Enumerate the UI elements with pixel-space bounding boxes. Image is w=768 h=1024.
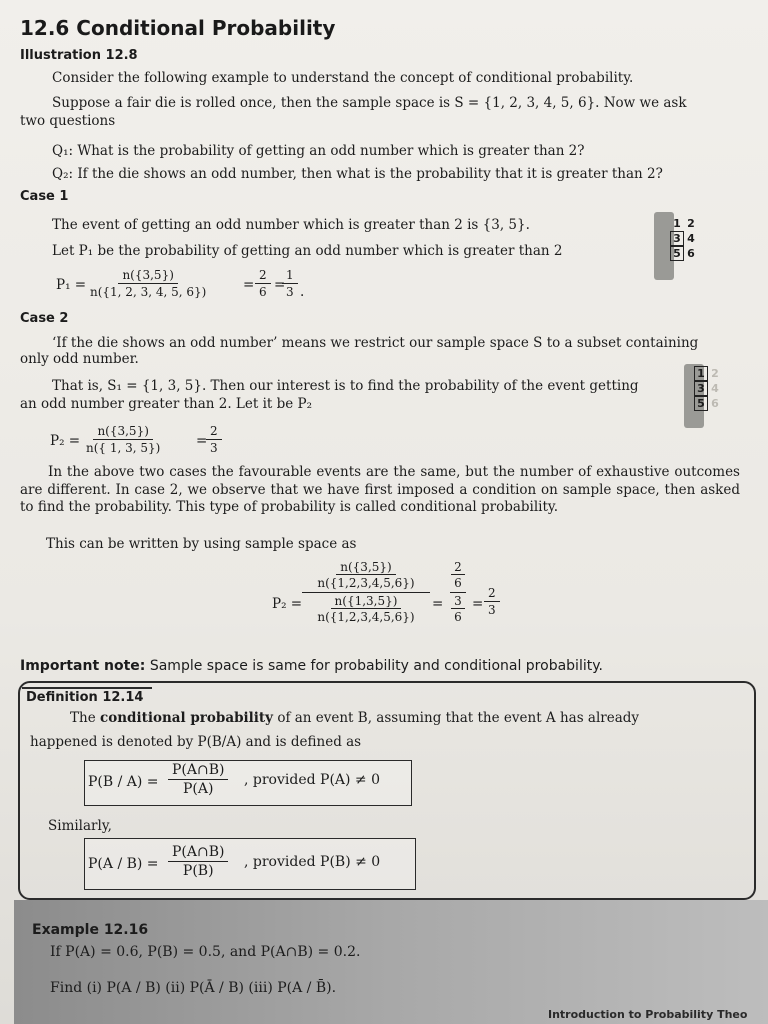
formula-1-lhs: P(B / A) =	[88, 774, 159, 790]
die-2-face: 4	[711, 382, 719, 395]
case-1-fraction-3-num: 1	[282, 268, 298, 284]
case-2-fraction-2-den: 3	[210, 441, 218, 455]
formula-1-den: P(A)	[183, 781, 214, 797]
die-2-face: 3	[694, 381, 708, 396]
case-2-line-2: only odd number.	[20, 351, 139, 367]
definition-text-a: The	[70, 710, 96, 726]
sample-space-result-num: 2	[484, 586, 500, 602]
sample-space-d2: n({1,2,3,4,5,6})	[317, 610, 415, 624]
running-head: Introduction to Probability Theo	[548, 1008, 748, 1021]
formula-1-condition: , provided P(A) ≠ 0	[244, 772, 381, 788]
die-1-face: 1	[673, 217, 681, 230]
sample-space-result	[484, 586, 500, 617]
case-1-lhs: P₁ =	[56, 277, 87, 293]
case-2-line-3: That is, S₁ = {1, 3, 5}. Then our interest is to find the probability of the event getting	[52, 378, 639, 394]
example-line-1: If P(A) = 0.6, P(B) = 0.5, and P(A∩B) = 0.2.	[50, 944, 361, 960]
case-2-fraction-2	[206, 424, 222, 455]
sample-space-result-den: 3	[488, 603, 496, 617]
formula-2-condition: , provided P(B) ≠ 0	[244, 854, 381, 870]
example-line-2: Find (i) P(A / B) (ii) P(Ā / B) (iii) P(A / B̄).	[50, 980, 337, 996]
definition-term: conditional probability	[100, 710, 274, 726]
case-1-label: Case 1	[20, 189, 69, 204]
die-2-face: 6	[711, 397, 719, 410]
case-2-fraction-2-num: 2	[206, 424, 222, 440]
formula-1-num: P(A∩B)	[168, 762, 228, 780]
case-2-line-1: ‘If the die shows an odd number’ means we restrict our sample space S to a subset containing	[52, 335, 699, 351]
die-2-face: 2	[711, 367, 719, 380]
die-1-face: 3	[670, 231, 684, 246]
illustration-suppose: Suppose a fair die is rolled once, then the sample space is S = {1, 2, 3, 4, 5, 6}. Now we ask	[52, 95, 687, 111]
similarly-label: Similarly,	[48, 818, 112, 834]
case-1-fraction-2	[255, 268, 271, 299]
formula-2-num: P(A∩B)	[168, 844, 228, 862]
definition-line-1	[70, 710, 639, 728]
important-note-text: Sample space is same for probability and conditional probability.	[149, 658, 603, 674]
sample-space-n2: n({1,3,5})	[331, 594, 402, 609]
sample-space-c-mid1: 6	[454, 576, 462, 590]
sample-space-d1: n({1,2,3,4,5,6})	[317, 576, 415, 590]
case-2-line-4: an odd number greater than 2. Let it be P₂	[20, 396, 313, 412]
case-2-paragraph: In the above two cases the favourable events are the same, but the number of exhaustive outcomes are different. In case 2, we observe that we have first imposed a condition on sample space, then asked to find the probability. This type of probability is called conditional probability.	[20, 464, 740, 516]
illustration-suppose-cont: two questions	[20, 113, 116, 129]
case-1-fraction-2-num: 2	[255, 268, 271, 284]
important-note-label: Important note:	[20, 658, 146, 674]
sample-space-c-bot: 6	[454, 610, 462, 624]
case-1-fraction-1	[86, 268, 210, 299]
important-note	[20, 658, 603, 674]
sample-space-n1: n({3,5})	[336, 560, 395, 575]
case-2-denominator: n({ 1, 3, 5})	[86, 441, 161, 455]
case-1-numerator: n({3,5})	[118, 268, 177, 284]
case-1-denominator: n({1, 2, 3, 4, 5, 6})	[90, 285, 207, 299]
case-2-lhs: P₂ =	[50, 433, 81, 449]
die-2-face: 5	[694, 396, 708, 411]
sample-space-compound-fraction	[302, 560, 430, 625]
die-1-face: 4	[687, 232, 695, 245]
die-figure-2	[694, 366, 722, 411]
sample-space-lhs: P₂ =	[272, 596, 303, 612]
question-2: Q₂: If the die shows an odd number, then what is the probability that it is greater than 2?	[52, 166, 663, 182]
case-1-equals-1: =	[243, 277, 255, 293]
definition-tab-line	[22, 687, 152, 689]
case-2-equals: =	[196, 433, 208, 449]
case-1-end: .	[300, 284, 305, 300]
definition-line-2: happened is denoted by P(B/A) and is defined as	[30, 734, 362, 750]
case-2-numerator: n({3,5})	[93, 424, 152, 440]
formula-1-fraction	[168, 762, 228, 797]
case-1-equals-2: =	[274, 277, 286, 293]
die-figure-1	[670, 216, 698, 261]
formula-2-fraction	[168, 844, 228, 879]
sample-space-intro: This can be written by using sample space as	[46, 536, 357, 552]
definition-label: Definition 12.14	[26, 690, 144, 705]
case-1-fraction-3-den: 3	[286, 285, 294, 299]
illustration-intro: Consider the following example to understand the concept of conditional probability.	[52, 70, 634, 86]
die-1-face: 5	[670, 246, 684, 261]
sample-space-numeric-fraction	[450, 560, 466, 625]
sample-space-c-mid2: 3	[451, 594, 465, 609]
die-2-face: 1	[694, 366, 708, 381]
illustration-label: Illustration 12.8	[20, 48, 138, 63]
formula-2-den: P(B)	[182, 863, 214, 879]
case-1-fraction-3	[282, 268, 298, 299]
question-1: Q₁: What is the probability of getting an odd number which is greater than 2?	[52, 143, 585, 159]
definition-text-b: of an event B, assuming that the event A has already	[277, 710, 640, 726]
sample-space-c-top: 2	[451, 560, 465, 575]
die-1-face: 6	[687, 247, 695, 260]
case-2-fraction-1	[82, 424, 164, 455]
section-title: 12.6 Conditional Probability	[20, 16, 336, 40]
case-1-fraction-2-den: 6	[259, 285, 267, 299]
example-panel	[14, 900, 768, 1024]
case-1-line-1: The event of getting an odd number which is greater than 2 is {3, 5}.	[52, 217, 530, 233]
case-2-label: Case 2	[20, 311, 69, 326]
case-1-line-2: Let P₁ be the probability of getting an odd number which is greater than 2	[52, 243, 563, 259]
example-label: Example 12.16	[32, 922, 149, 938]
formula-2-lhs: P(A / B) =	[88, 856, 159, 872]
sample-space-equals-1: =	[432, 596, 444, 612]
die-1-face: 2	[687, 217, 695, 230]
sample-space-equals-2: =	[472, 596, 484, 612]
